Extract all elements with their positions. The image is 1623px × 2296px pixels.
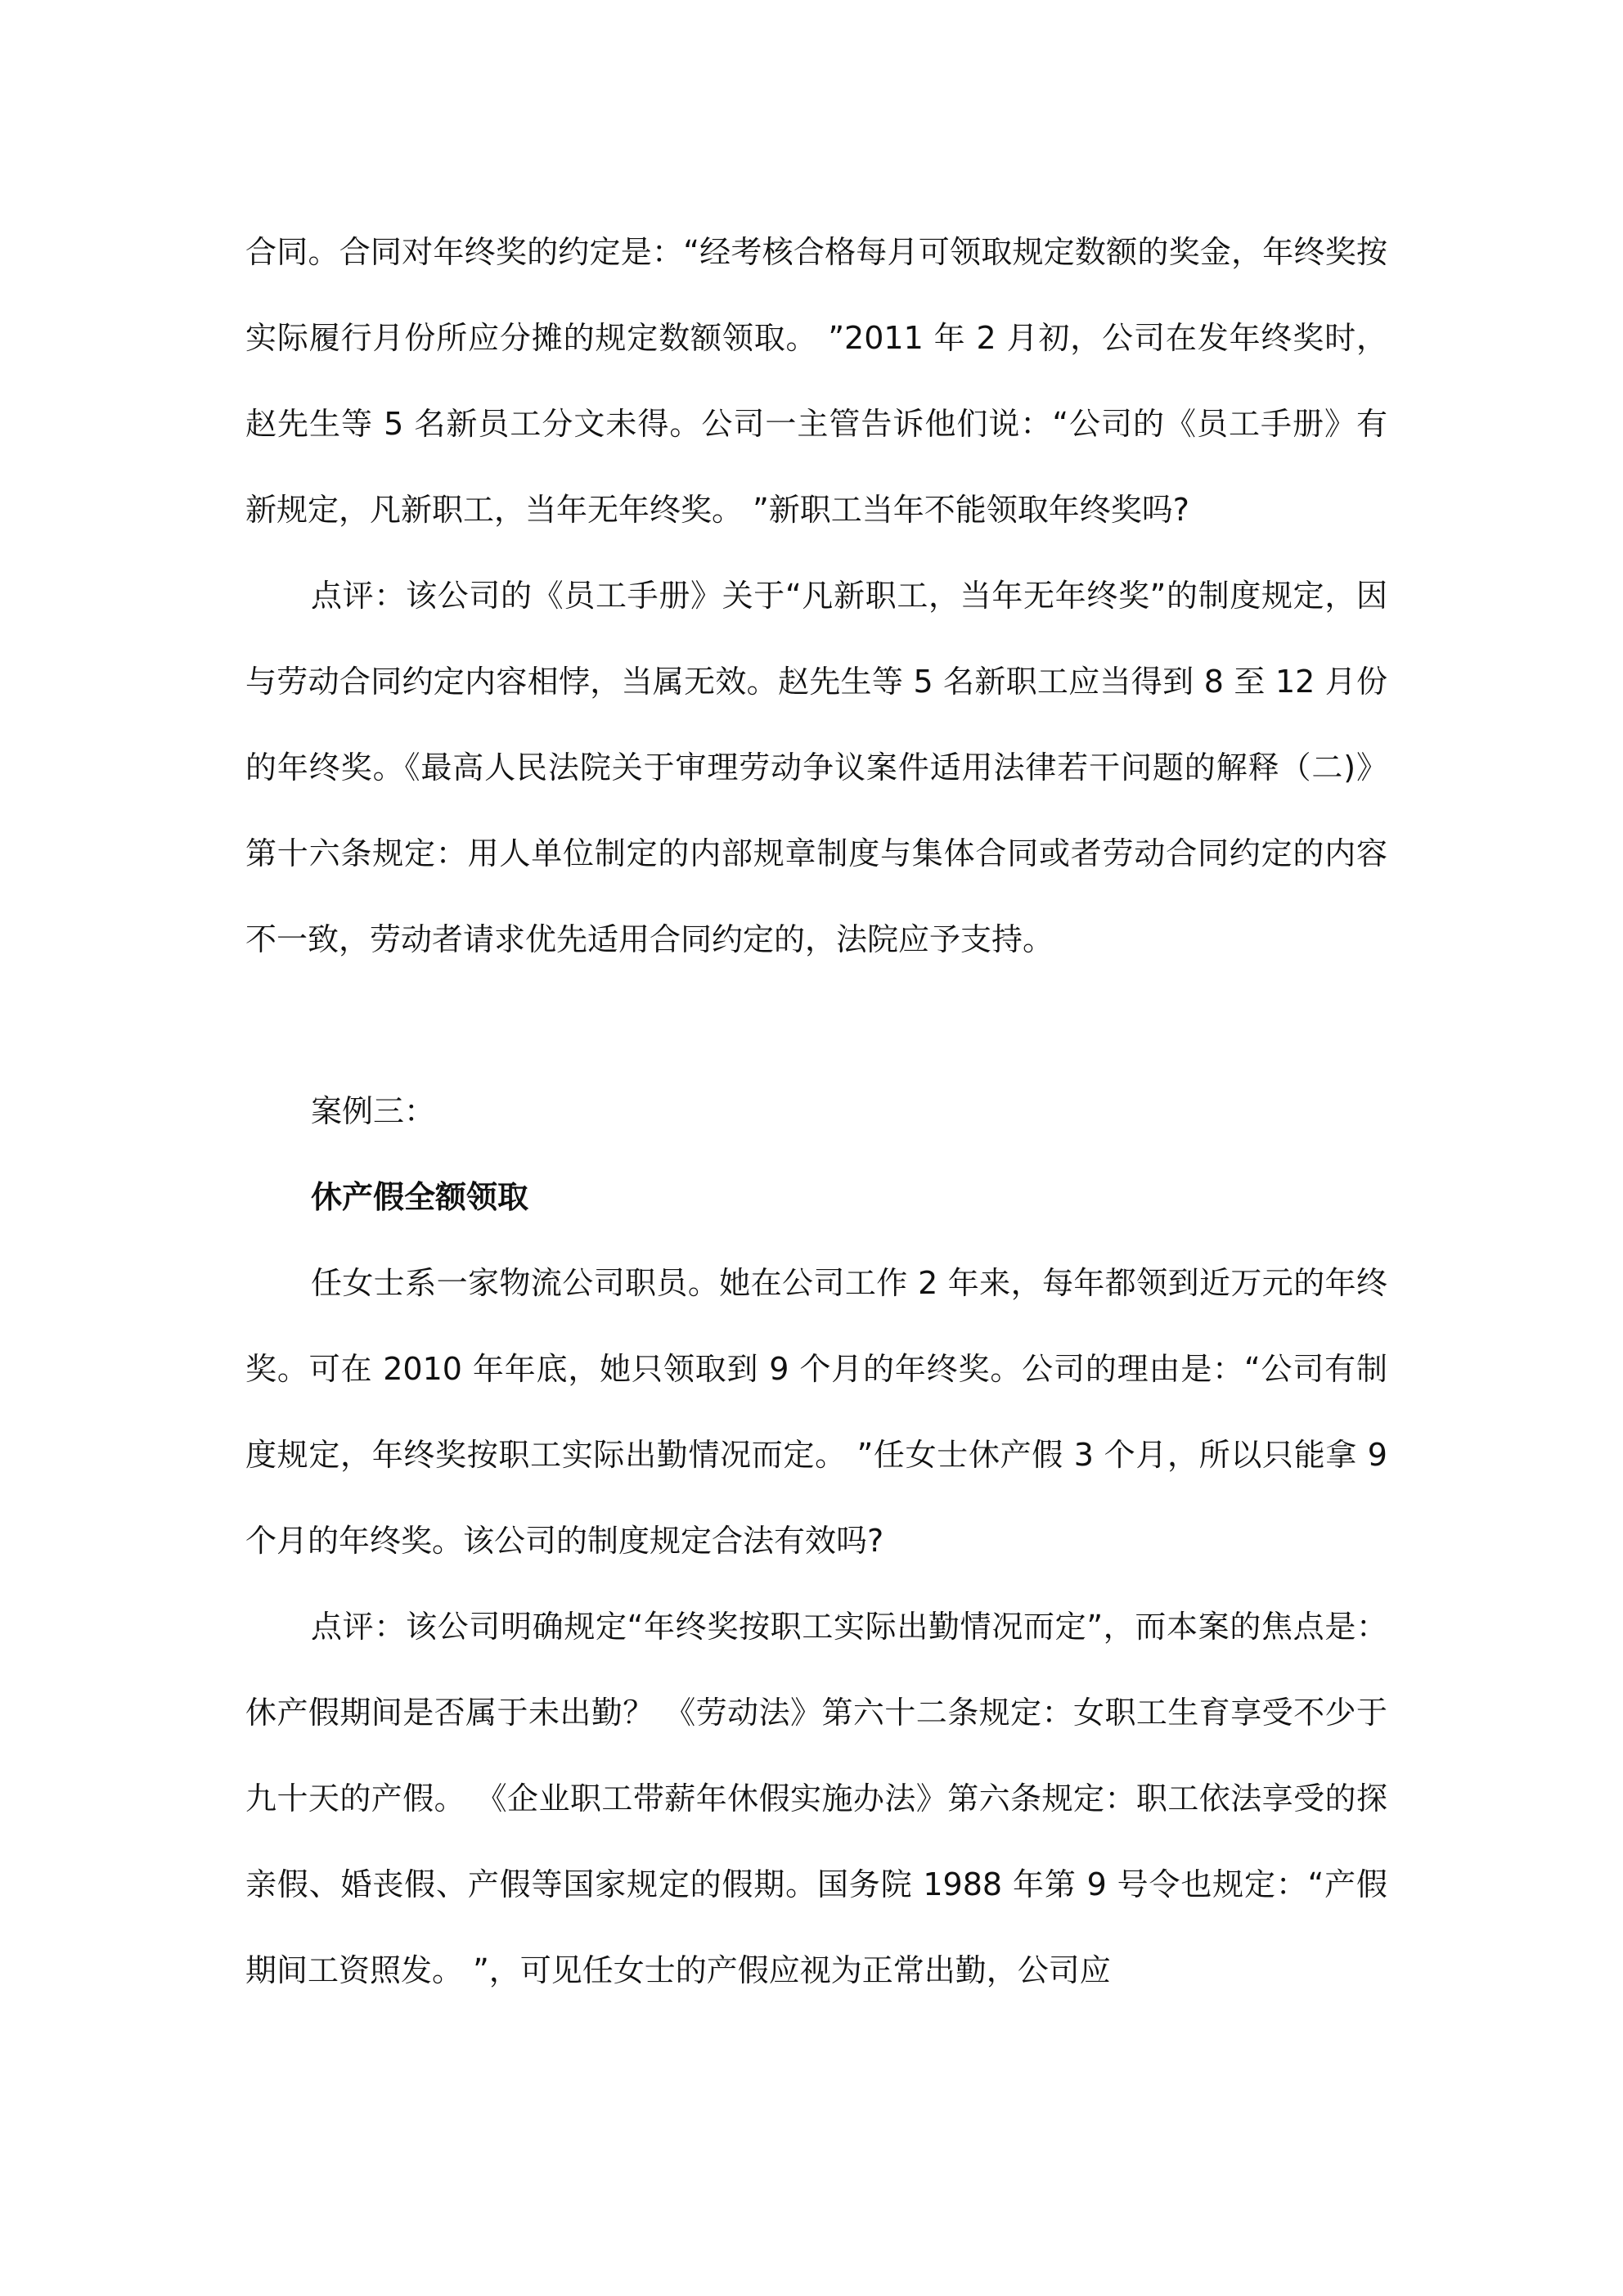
comment-case-three: 点评：该公司明确规定“年终奖按职工实际出勤情况而定”，而本案的焦点是：休产假期间是否属于未出勤？ 《劳动法》第六十二条规定：女职工生育享受不少于九十天的产假。 《企业职工带薪年休假实施办法》第六条规定：职工依法享受的探亲假、婚丧假、产假等国家规定的假期。国务院 1988 年第 9 号令也规定：“产假期间工资照发。 ”，可见任女士的产假应视为正常出勤，公司应: [245, 1609, 1387, 1988]
document-body: [245, 209, 1387, 2014]
case-three-label: 案例三：: [311, 1093, 436, 1129]
paragraph-spacer: [245, 983, 1387, 1069]
case-three-title: 休产假全额领取: [311, 1179, 529, 1215]
comment-case-two: 点评：该公司的《员工手册》关于“凡新职工，当年无年终奖”的制度规定，因与劳动合同约定内容相悖，当属无效。赵先生等 5 名新职工应当得到 8 至 12 月份的年终奖。《最高人民法院关于审理劳动争议案件适用法律若干问题的解释（二)》第十六条规定：用人单位制定的内部规章制度与集体合同或者劳动合同约定的内容不一致，劳动者请求优先适用合同约定的，法院应予支持。: [245, 578, 1387, 957]
paragraph-case-three: 任女士系一家物流公司职员。她在公司工作 2 年来，每年都领到近万元的年终奖。可在 2010 年年底，她只领取到 9 个月的年终奖。公司的理由是：“公司有制度规定，年终奖按职工实际出勤情况而定。 ”任女士休产假 3 个月，所以只能拿 9 个月的年终奖。该公司的制度规定合法有效吗?: [245, 1265, 1387, 1559]
paragraph-case-two-continued: 合同。合同对年终奖的约定是：“经考核合格每月可领取规定数额的奖金，年终奖按实际履行月份所应分摊的规定数额领取。 ”2011 年 2 月初，公司在发年终奖时，赵先生等 5 名新员工分文未得。公司一主管告诉他们说：“公司的《员工手册》有新规定，凡新职工，当年无年终奖。 ”新职工当年不能领取年终奖吗?: [245, 234, 1387, 528]
